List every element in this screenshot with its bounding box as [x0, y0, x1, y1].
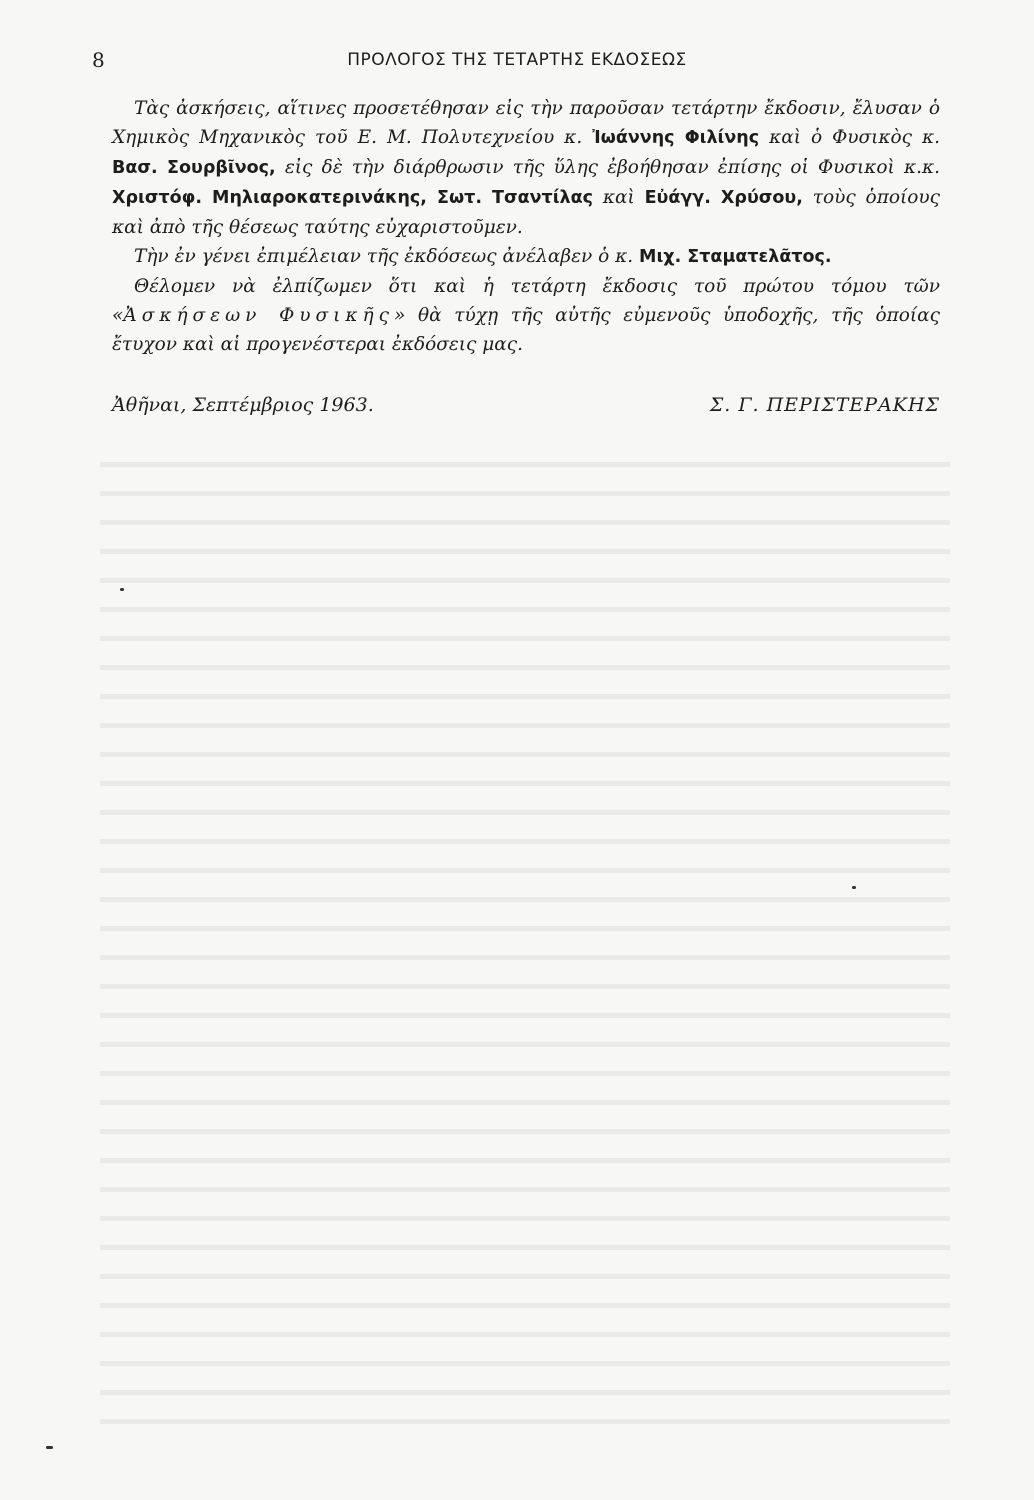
paper-speck — [852, 886, 856, 889]
paragraph-hope — [112, 272, 940, 359]
paragraph-acknowledgements — [112, 94, 940, 242]
bold-name: Μιχ. Σταματελᾶτος. — [639, 247, 832, 267]
author-signature: Σ. Γ. ΠΕΡΙΣΤΕΡΑΚΗΣ — [709, 394, 940, 416]
place-and-date: Ἀθῆναι, Σεπτέμβριος 1963. — [112, 394, 374, 416]
bold-name: Χριστόφ. Μηλιαροκατερινάκης, Σωτ. Τσαντίλας — [112, 188, 594, 208]
text-run: » θὰ τύχῃ τῆς αὐτῆς εὐμενοῦς ὑποδοχῆς, τῆς ὁποίας ἔτυχον καὶ αἱ προγενέστεραι ἐκδόσεις μας. — [112, 305, 941, 355]
text-run: Τὰς ἀσκήσεις, αἵτινες προσετέθησαν εἰς τὴν παροῦσαν τετάρτην ἔκδοσιν, ἔλυσαν ὁ Χημικὸς Μηχανικὸς τοῦ Ε. Μ. Πολυτεχνείου κ. — [112, 98, 940, 148]
text-run: καὶ ὁ Φυσικὸς κ. — [759, 127, 940, 148]
text-run: καὶ — [593, 187, 645, 208]
bold-name: Βασ. Σουρβῖνος, — [112, 158, 276, 178]
signature-line — [112, 394, 940, 426]
page-number: 8 — [92, 48, 105, 72]
book-title: Ἀσκήσεων Φυσικῆς — [123, 305, 394, 326]
text-run: τοὺς ὁποίους καὶ ἀπὸ τῆς θέσεως ταύτης εὐχαριστοῦμεν. — [112, 187, 940, 238]
bold-name: Εὐάγγ. Χρύσου, — [644, 188, 803, 208]
bleed-through-texture — [100, 445, 950, 1445]
text-run: Τὴν ἐν γένει ἐπιμέλειαν τῆς ἐκδόσεως ἀνέλαβεν ὁ κ. — [134, 246, 640, 267]
page-header — [92, 48, 942, 78]
paper-speck — [46, 1446, 53, 1449]
bold-name: Ἰωάννης Φιλίνης — [592, 128, 760, 148]
preface-body — [112, 94, 940, 359]
text-run: Θέλομεν νὰ ἐλπίζωμεν ὅτι καὶ ἡ τετάρτη ἔκδοσις τοῦ πρώτου τόμου τῶν « — [112, 276, 940, 326]
paper-speck — [120, 588, 124, 591]
running-head: ΠΡΟΛΟΓΟΣ ΤΗΣ ΤΕΤΑΡΤΗΣ ΕΚΔΟΣΕΩΣ — [347, 50, 687, 70]
paragraph-editor — [112, 242, 940, 272]
text-run: εἰς δὲ τὴν διάρθρωσιν τῆς ὕλης ἐβοήθησαν ἐπίσης οἱ Φυσικοὶ κ.κ. — [275, 157, 940, 178]
